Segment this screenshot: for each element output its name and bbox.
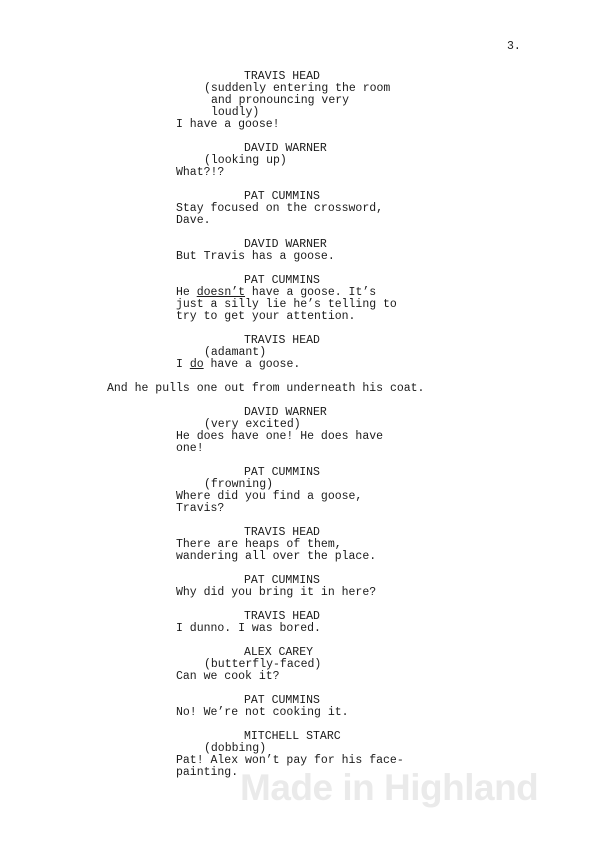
dialogue-line: Why did you bring it in here? (176, 586, 377, 599)
dialogue-line: I have a goose! (176, 118, 280, 131)
parenthetical: (frowning) (204, 478, 274, 491)
parenthetical: (suddenly entering the room (204, 82, 391, 95)
character-name: PAT CUMMINS (244, 274, 320, 287)
character-name: DAVID WARNER (244, 238, 327, 251)
underlined-word: do (189, 358, 204, 371)
character-name: PAT CUMMINS (244, 466, 320, 479)
dialogue-line: painting. (176, 766, 239, 779)
dialogue-line: just a silly lie he’s telling to (176, 298, 397, 311)
character-name: DAVID WARNER (244, 406, 327, 419)
dialogue-line (176, 359, 300, 371)
underlined-word: doesn’t (196, 286, 246, 299)
character-name: PAT CUMMINS (244, 190, 320, 203)
character-name: MITCHELL STARC (244, 730, 341, 743)
dialogue-text: I (176, 358, 190, 371)
parenthetical: (looking up) (204, 154, 287, 167)
dialogue-line: Where did you find a goose, (176, 490, 363, 503)
dialogue-line: Stay focused on the crossword, (176, 202, 384, 215)
dialogue-text: have a goose. (203, 358, 301, 371)
dialogue-line: wandering all over the place. (176, 550, 377, 563)
character-name: PAT CUMMINS (244, 694, 320, 707)
parenthetical: loudly) (211, 106, 260, 119)
character-name: ALEX CAREY (244, 646, 314, 659)
character-name: DAVID WARNER (244, 142, 327, 155)
character-name: TRAVIS HEAD (244, 70, 320, 83)
dialogue-line: try to get your attention. (176, 310, 356, 323)
dialogue-line: Travis? (176, 502, 225, 515)
dialogue-line: Can we cook it? (176, 670, 280, 683)
page-number: 3. (507, 40, 521, 53)
character-name: TRAVIS HEAD (244, 526, 320, 539)
dialogue-line: I dunno. I was bored. (176, 622, 321, 635)
parenthetical: (adamant) (204, 346, 267, 359)
dialogue-line: He does have one! He does have (176, 430, 384, 443)
dialogue-line: one! (176, 442, 204, 455)
parenthetical: (very excited) (204, 418, 301, 431)
character-name: PAT CUMMINS (244, 574, 320, 587)
dialogue-line: Dave. (176, 214, 211, 227)
dialogue-line: There are heaps of them, (176, 538, 342, 551)
dialogue-line: Pat! Alex won’t pay for his face- (176, 754, 404, 767)
parenthetical: (dobbing) (204, 742, 267, 755)
parenthetical: (butterfly-faced) (204, 658, 322, 671)
dialogue-line: But Travis has a goose. (176, 250, 335, 263)
watermark: Made in Highland (240, 767, 539, 808)
parenthetical: and pronouncing very (211, 94, 350, 107)
dialogue-line: No! We’re not cooking it. (176, 706, 349, 719)
action-line: And he pulls one out from underneath his coat. (107, 382, 425, 395)
character-name: TRAVIS HEAD (244, 334, 320, 347)
dialogue-text: have a goose. It’s (245, 286, 377, 299)
dialogue-line: What?!? (176, 166, 225, 179)
dialogue-text: He (176, 286, 197, 299)
character-name: TRAVIS HEAD (244, 610, 320, 623)
